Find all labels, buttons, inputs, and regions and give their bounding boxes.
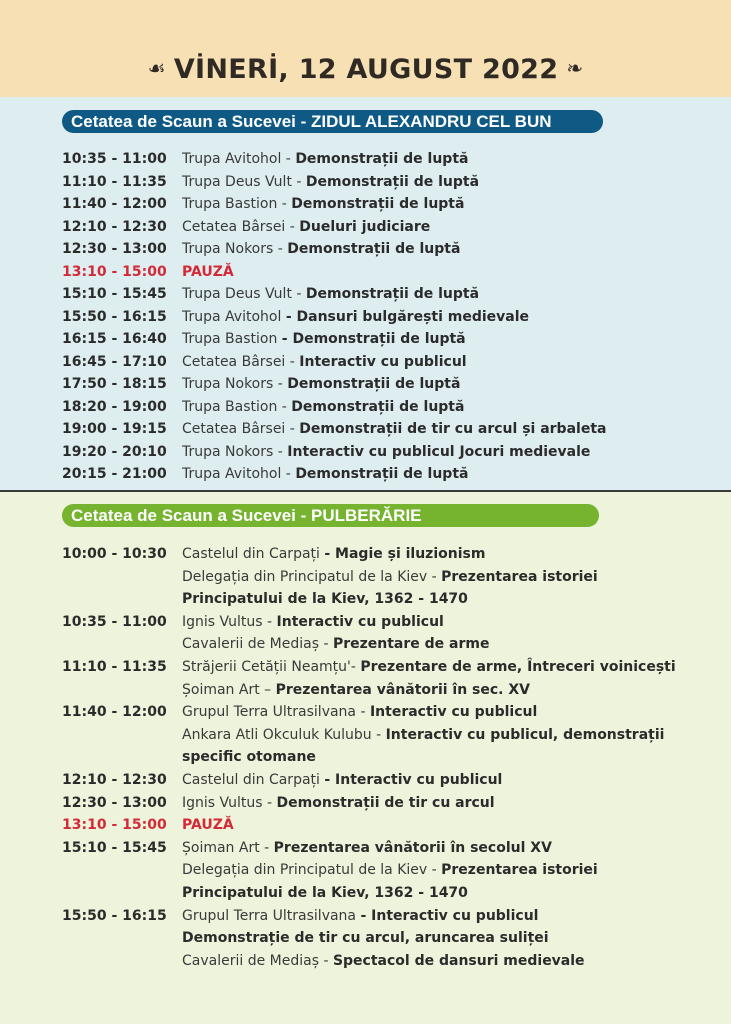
activity-description: Demonstrații de luptă (291, 196, 465, 212)
time-slot: 15:10 - 15:45 (62, 839, 167, 856)
group-name: Trupa Deus Vult - (182, 173, 306, 190)
schedule-row (62, 837, 722, 860)
activity (182, 351, 467, 374)
activity-description: - Dansuri bulgărești medievale (285, 308, 530, 325)
activity (182, 238, 460, 261)
activity-description: Principatului de la Kiev, 1362 - 1470 (182, 884, 468, 901)
activity-description: Spectacol de dansuri medievale (332, 952, 585, 969)
section-title-zidul: Cetatea de Scaun a Sucevei - ZIDUL ALEXANDRU CEL BUN (62, 110, 603, 133)
schedule-row (62, 927, 722, 950)
group-name: Trupa Avitohol (182, 308, 286, 325)
time-slot: 10:35 - 11:00 (62, 613, 167, 630)
activity-description: Demonstrații de luptă (295, 151, 469, 167)
schedule-row (62, 701, 722, 724)
schedule-row (62, 373, 722, 396)
time-slot: 20:15 - 21:00 (62, 466, 167, 482)
schedule-row (62, 193, 722, 216)
activity-description: PAUZĂ (182, 263, 234, 280)
group-name: Trupa Bastion (182, 331, 282, 347)
activity-description: Demonstrații de luptă (305, 286, 480, 302)
activity-description: - Interactiv cu publicul (324, 771, 503, 788)
schedule-row (62, 566, 722, 589)
activity-description: Demonstrații de luptă (287, 241, 461, 257)
activity (182, 859, 598, 882)
time-slot: 12:10 - 12:30 (62, 218, 167, 235)
activity-description: Principatului de la Kiev, 1362 - 1470 (182, 591, 468, 608)
section-title-pulberarie: Cetatea de Scaun a Sucevei - PULBERĂRIE (62, 504, 599, 527)
activity (182, 396, 464, 419)
group-name: Străjerii Cetății Neamțu'- (182, 658, 361, 675)
schedule-row (62, 679, 722, 702)
time-slot: 18:20 - 19:00 (62, 398, 167, 415)
activity (182, 216, 430, 239)
time-slot: 13:10 - 15:00 (62, 263, 167, 280)
group-name: Ignis Vultus - (182, 613, 277, 630)
group-name: Trupa Nokors - (182, 376, 288, 392)
activity (182, 882, 468, 905)
activity (182, 148, 468, 171)
time-slot: 11:10 - 11:35 (62, 658, 167, 675)
schedule-row (62, 769, 722, 792)
activity-description: Interactiv cu publicul (369, 704, 538, 721)
schedule-row (62, 238, 722, 261)
group-name: Trupa Avitohol - (182, 151, 296, 167)
activity (182, 463, 468, 486)
activity-description: Prezentarea istoriei (441, 568, 598, 585)
schedule-row (62, 882, 722, 905)
activity (182, 328, 466, 351)
activity-description: Interactiv cu publicul (299, 353, 467, 370)
time-slot: 15:50 - 16:15 (62, 907, 167, 924)
activity (182, 769, 502, 792)
time-slot: 16:15 - 16:40 (62, 331, 167, 347)
activity (182, 927, 549, 950)
group-name: Cavalerii de Mediaș - (182, 636, 333, 653)
activity (182, 679, 530, 702)
schedule-row (62, 148, 722, 171)
time-slot: 10:00 - 10:30 (62, 546, 167, 562)
time-slot: 12:30 - 13:00 (62, 794, 167, 811)
group-name: Delegația din Principatul de la Kiev - (182, 862, 442, 879)
activity-description: - Demonstrații de luptă (281, 331, 466, 347)
time-slot: 10:35 - 11:00 (62, 151, 167, 167)
group-name: Trupa Bastion - (182, 196, 292, 212)
group-name: Trupa Bastion - (182, 398, 292, 415)
group-name: Șoiman Art - (182, 839, 274, 856)
activity-description: Demonstrații de luptă (287, 376, 461, 392)
page-title (0, 54, 731, 85)
activity-description: specific otomane (182, 749, 316, 766)
activity (182, 837, 552, 860)
activity (182, 171, 479, 194)
activity (182, 746, 316, 769)
schedule-row (62, 656, 722, 679)
activity (182, 611, 444, 634)
time-slot: 15:10 - 15:45 (62, 286, 167, 302)
activity-description: Demonstrații de luptă (291, 398, 465, 415)
activity-description: Prezentarea istoriei (441, 862, 598, 879)
ornament-right-icon: ❧ (566, 55, 584, 80)
time-slot: 11:40 - 12:00 (62, 196, 167, 212)
activity-description: Demonstrație de tir cu arcul, aruncarea suliței (182, 930, 549, 947)
schedule-row (62, 611, 722, 634)
activity-description: Demonstrații de luptă (295, 466, 469, 482)
group-name: Trupa Avitohol - (182, 466, 296, 482)
time-slot: 11:10 - 11:35 (62, 173, 167, 190)
schedule-row (62, 746, 722, 769)
group-name: Cavalerii de Mediaș - (182, 952, 333, 969)
schedule-row (62, 306, 722, 329)
schedule-row (62, 418, 722, 441)
group-name: Cetatea Bârsei - (182, 218, 300, 235)
schedule-row (62, 463, 722, 486)
time-slot: 16:45 - 17:10 (62, 353, 167, 370)
schedule-row (62, 792, 722, 815)
activity-description: Demonstrații de tir cu arcul și arbaleta (299, 421, 607, 437)
schedule-row (62, 328, 722, 351)
activity (182, 724, 664, 747)
group-name: Trupa Nokors - (182, 241, 288, 257)
schedule-row (62, 396, 722, 419)
activity-description: PAUZĂ (182, 817, 234, 834)
activity (182, 814, 234, 837)
activity-description: - Interactiv cu publicul (360, 907, 539, 924)
activity-description: Prezentarea vânătorii în sec. XV (275, 681, 531, 698)
activity-description: Interactiv cu publicul (276, 613, 444, 630)
time-slot: 12:30 - 13:00 (62, 241, 167, 257)
time-slot: 19:00 - 19:15 (62, 421, 167, 437)
schedule-row (62, 724, 722, 747)
activity (182, 588, 468, 611)
group-name: Grupul Terra Ultrasilvana - (182, 704, 370, 721)
schedule-row (62, 283, 722, 306)
time-slot: 19:20 - 20:10 (62, 443, 167, 460)
schedule-row (62, 905, 722, 928)
page-header (0, 0, 731, 97)
group-name: Trupa Nokors - (182, 443, 288, 460)
activity (182, 792, 495, 815)
activity (182, 418, 606, 441)
activity-description: Prezentarea vânătorii în secolul XV (273, 839, 552, 856)
group-name: Castelul din Carpați (182, 771, 325, 788)
activity (182, 905, 538, 928)
group-name: Cetatea Bârsei - (182, 421, 300, 437)
schedule-list-pulberarie (62, 543, 722, 972)
schedule-row-pause (62, 261, 722, 284)
activity-description: Demonstrații de luptă (305, 173, 480, 190)
activity (182, 566, 598, 589)
activity (182, 306, 529, 329)
schedule-row (62, 950, 722, 973)
activity-description: Demonstrații de tir cu arcul (276, 794, 495, 811)
schedule-row (62, 588, 722, 611)
group-name: Cetatea Bârsei - (182, 353, 300, 370)
activity-description: Dueluri judiciare (299, 218, 431, 235)
schedule-row (62, 633, 722, 656)
time-slot: 12:10 - 12:30 (62, 771, 167, 788)
group-name: Delegația din Principatul de la Kiev - (182, 568, 442, 585)
time-slot: 13:10 - 15:00 (62, 817, 167, 834)
activity (182, 441, 590, 464)
activity-description: - Magie și iluzionism (324, 546, 486, 562)
time-slot: 15:50 - 16:15 (62, 308, 167, 325)
schedule-row-pause (62, 814, 722, 837)
activity-description: Interactiv cu publicul Jocuri medievale (287, 443, 591, 460)
schedule-row (62, 216, 722, 239)
group-name: Ankara Atli Okculuk Kulubu - (182, 726, 386, 743)
title-text: VİNERİ, 12 AUGUST 2022 (173, 54, 559, 85)
activity (182, 193, 464, 216)
activity (182, 950, 585, 973)
activity (182, 373, 460, 396)
group-name: Grupul Terra Ultrasilvana (182, 907, 361, 924)
group-name: Șoiman Art – (182, 681, 276, 698)
ornament-left-icon: ☙ (147, 55, 166, 80)
activity-description: Prezentare de arme, Întreceri voinicești (360, 658, 676, 675)
schedule-row (62, 351, 722, 374)
schedule-row (62, 543, 722, 566)
schedule-row (62, 859, 722, 882)
time-slot: 17:50 - 18:15 (62, 376, 167, 392)
schedule-row (62, 171, 722, 194)
group-name: Trupa Deus Vult - (182, 286, 306, 302)
activity (182, 633, 489, 656)
activity (182, 701, 537, 724)
activity-description: Prezentare de arme (332, 636, 490, 653)
schedule-row (62, 441, 722, 464)
activity (182, 656, 676, 679)
group-name: Castelul din Carpați (182, 546, 325, 562)
activity (182, 283, 479, 306)
group-name: Ignis Vultus - (182, 794, 277, 811)
activity (182, 261, 234, 284)
activity-description: Interactiv cu publicul, demonstrații (385, 726, 665, 743)
time-slot: 11:40 - 12:00 (62, 704, 167, 721)
schedule-list-zidul (62, 148, 722, 486)
activity (182, 543, 485, 566)
